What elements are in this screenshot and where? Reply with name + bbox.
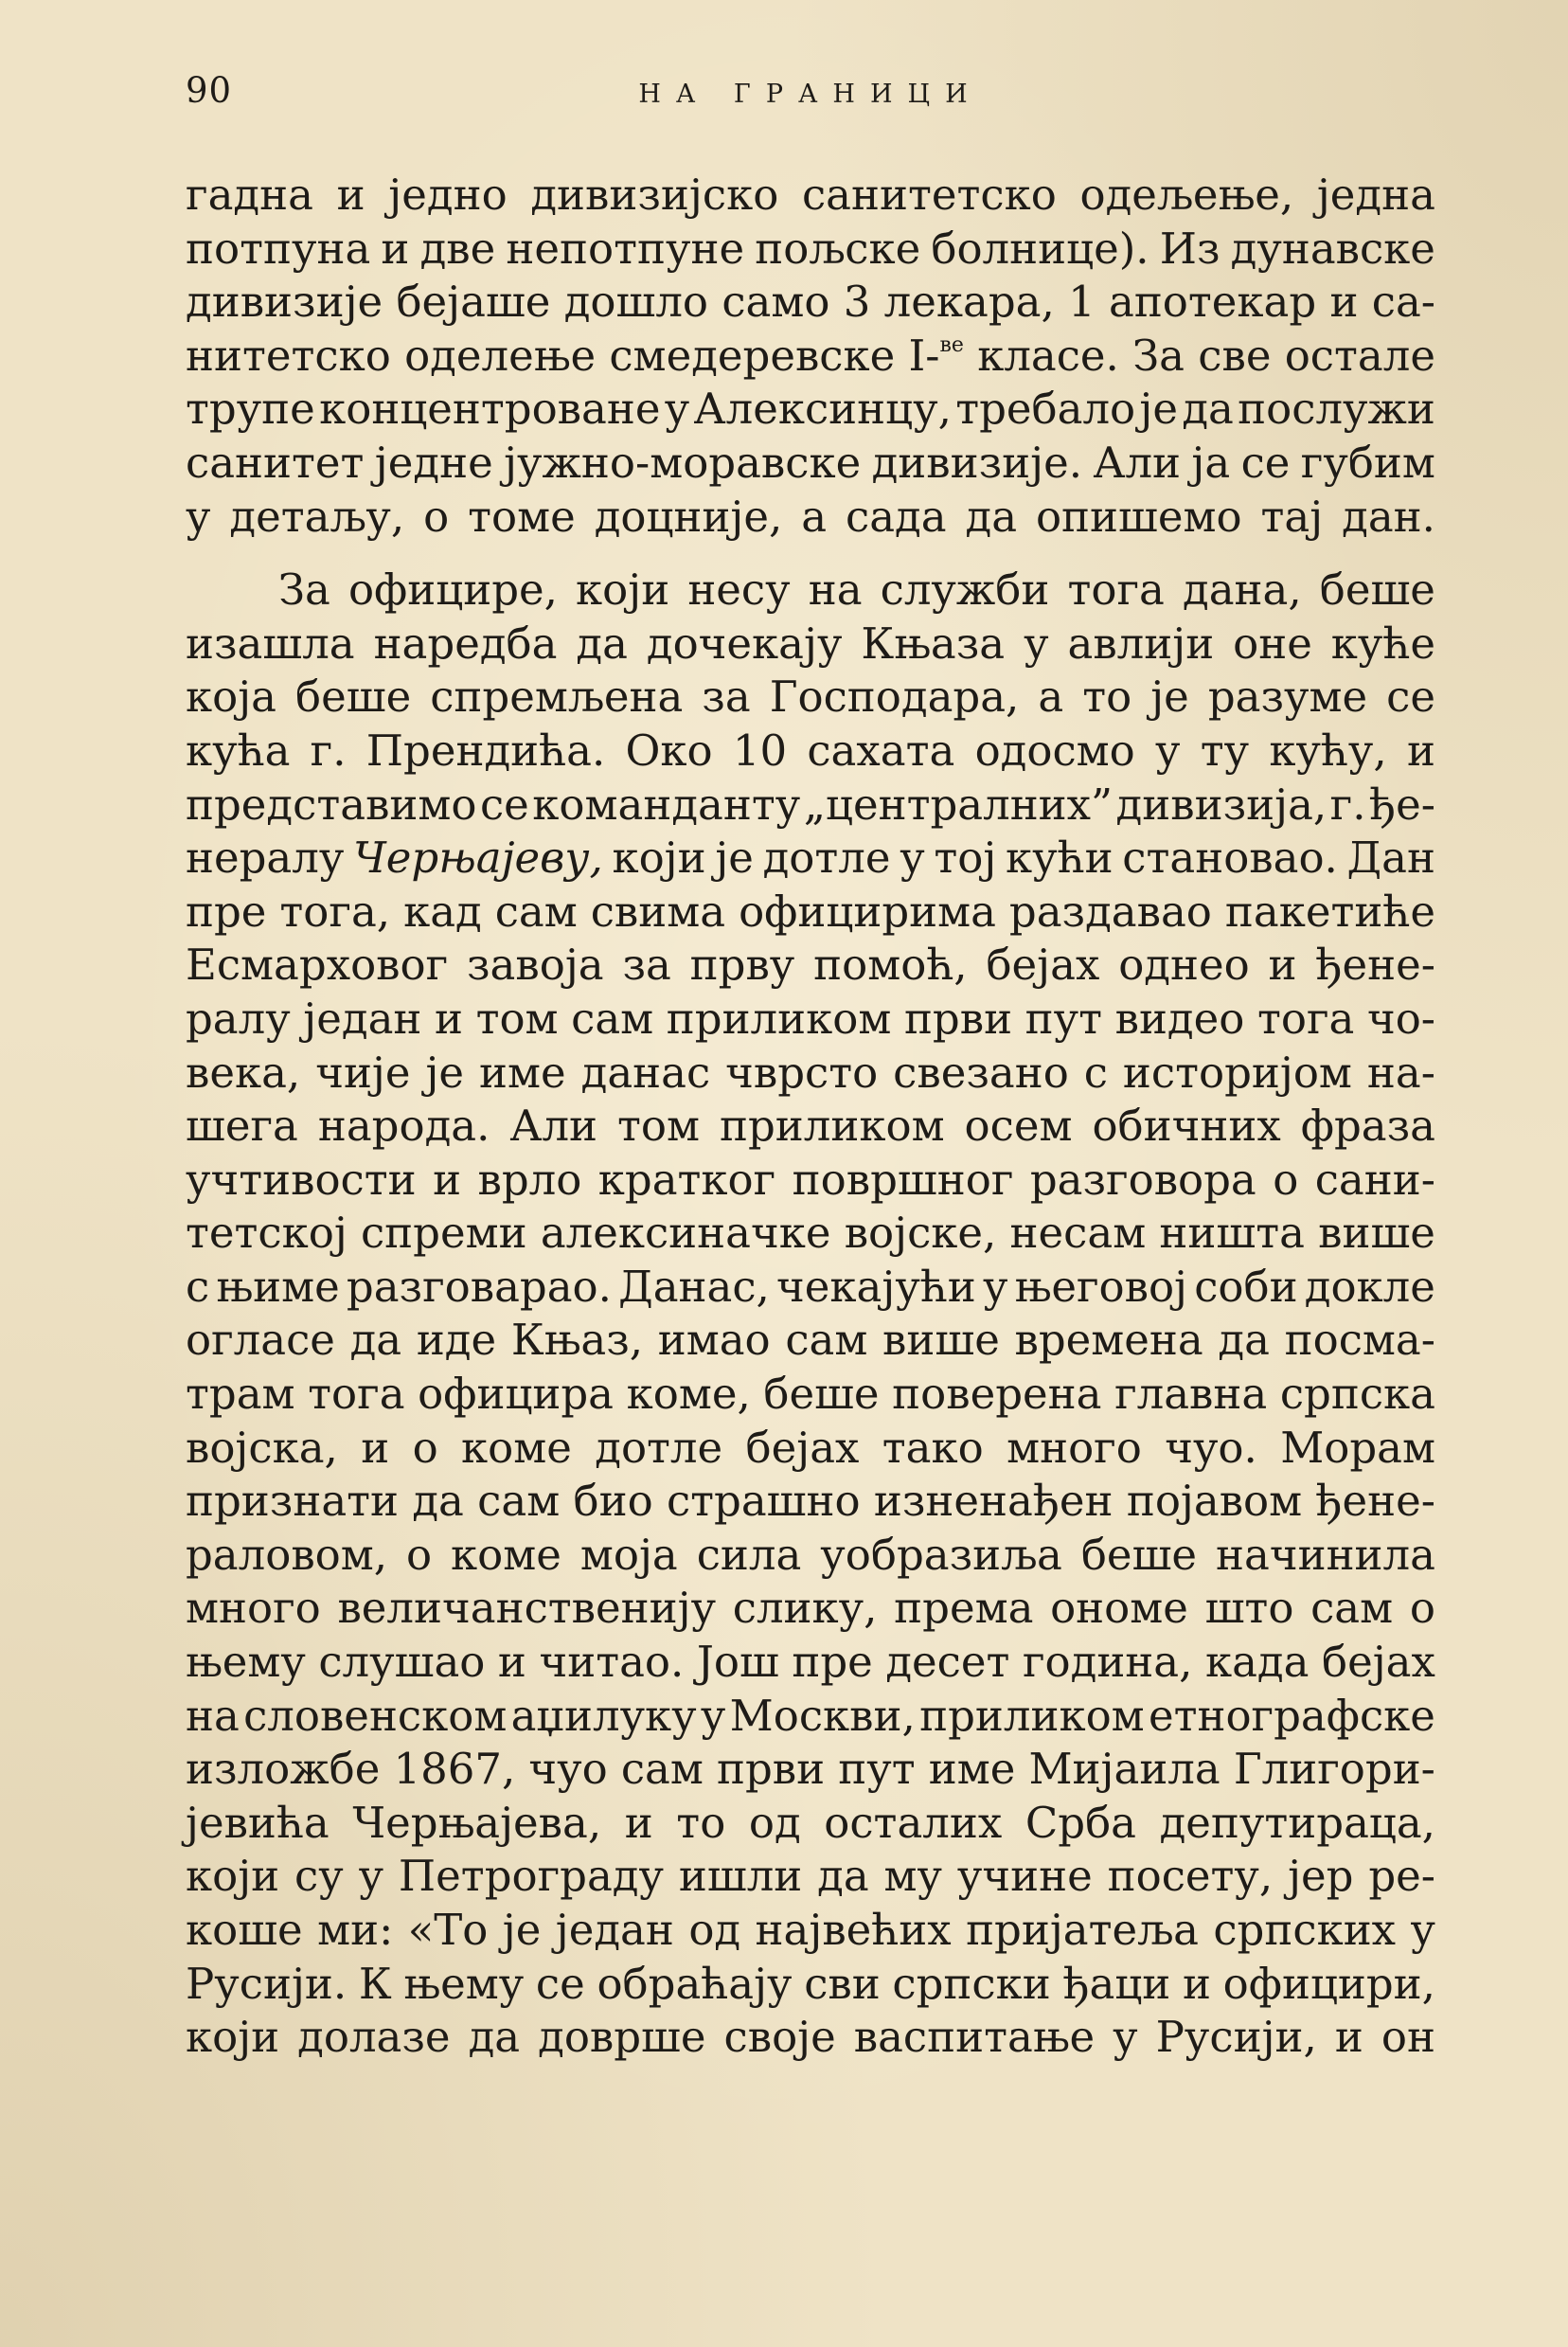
text-line: војска, и о коме дотле бејах тако много чуо. Морам xyxy=(186,1422,1435,1473)
page-header xyxy=(186,63,1435,119)
text-line: много величанственију слику, према ономе што сам о xyxy=(186,1583,1435,1634)
text-line: огласе да иде Књаз, имао сам више времена да посма- xyxy=(186,1315,1435,1366)
text-line: учтивости и врло кратког површног разговора о сани- xyxy=(186,1154,1435,1205)
text-line: изложбе 1867, чуо сам први пут име Мијаила Глигори- xyxy=(186,1744,1435,1795)
text-line: на словенском аџилуку у Москви, приликом етнографске xyxy=(186,1690,1435,1741)
text-line: тетској спреми алексиначке војске, несам ништа више xyxy=(186,1208,1435,1259)
text-line: шега народа. Али том приликом осем обичних фраза xyxy=(186,1101,1435,1152)
text-line: коше ми: «То је један од највећих пријатеља српских у xyxy=(186,1905,1435,1955)
text-line: нитетско оделење смедеревске I-ве класе. За све остале xyxy=(186,330,1435,381)
text-line: јевића Черњајева, и то од осталих Срба депутираца, xyxy=(186,1797,1435,1848)
text-line: века, чије је име данас чврсто свезано с историјом на- xyxy=(186,1047,1435,1098)
text-line: потпуна и две непотпуне пољске болнице). Из дунавске xyxy=(186,223,1435,274)
text-line: који су у Петрограду ишли да му учине посету, јер ре- xyxy=(186,1851,1435,1902)
text-line: санитет једне јужно-моравске дивизије. Али ја се губим xyxy=(186,437,1435,488)
body-text xyxy=(186,169,1435,2065)
text-line: представимо се команданту „централних” дивизија, г. ђе- xyxy=(186,779,1435,830)
text-line: њему слушао и читао. Још пре десет година, када бејах xyxy=(186,1637,1435,1688)
text-line: Есмарховог завоја за прву помоћ, бејах однео и ђене- xyxy=(186,940,1435,991)
page-number: 90 xyxy=(186,70,233,111)
text-line: који долазе да доврше своје васпитање у Русији, и он xyxy=(186,2012,1435,2063)
text-line: у детаљу, о томе доцније, а сада да опишемо тај дан. xyxy=(186,491,1435,542)
text-line: трам тога официра коме, беше поверена главна српска xyxy=(186,1369,1435,1420)
text-line: раловом, о коме моја сила уобразиља беше начинила xyxy=(186,1529,1435,1580)
text-line: гадна и једно дивизијско санитетско одељење, једна xyxy=(186,170,1435,220)
text-line: кућа г. Прендића. Око 10 сахата одосмо у ту кућу, и xyxy=(186,725,1435,776)
text-line: нералу Черњајеву, који је дотле у тој кући становао. Дан xyxy=(186,833,1435,884)
text-line: Русији. К њему се обраћају сви српски ђаци и официри, xyxy=(186,1958,1435,2009)
text-line: пре тога, кад сам свима официрима раздавао пакетиће xyxy=(186,886,1435,937)
text-line: с њиме разговарао. Данас, чекајући у његовој соби докле xyxy=(186,1261,1435,1312)
text-line: ралу један и том сам приликом први пут видео тога чо- xyxy=(186,993,1435,1044)
text-line: трупе концентроване у Алексинцу, требало је да послужи xyxy=(186,384,1435,435)
text-line: која беше спремљена за Господара, а то је разуме се xyxy=(186,672,1435,723)
text-line: дивизије бејаше дошло само 3 лекара, 1 апотекар и са- xyxy=(186,277,1435,328)
text-line: За официре, који несу на служби тога дана, беше xyxy=(278,564,1435,616)
text-line: признати да сам био страшно изненађен појавом ђене- xyxy=(186,1476,1435,1527)
text-line: изашла наредба да дочекају Књаза у авлији оне куће xyxy=(186,618,1435,669)
running-head: НА ГРАНИЦИ xyxy=(638,80,983,109)
